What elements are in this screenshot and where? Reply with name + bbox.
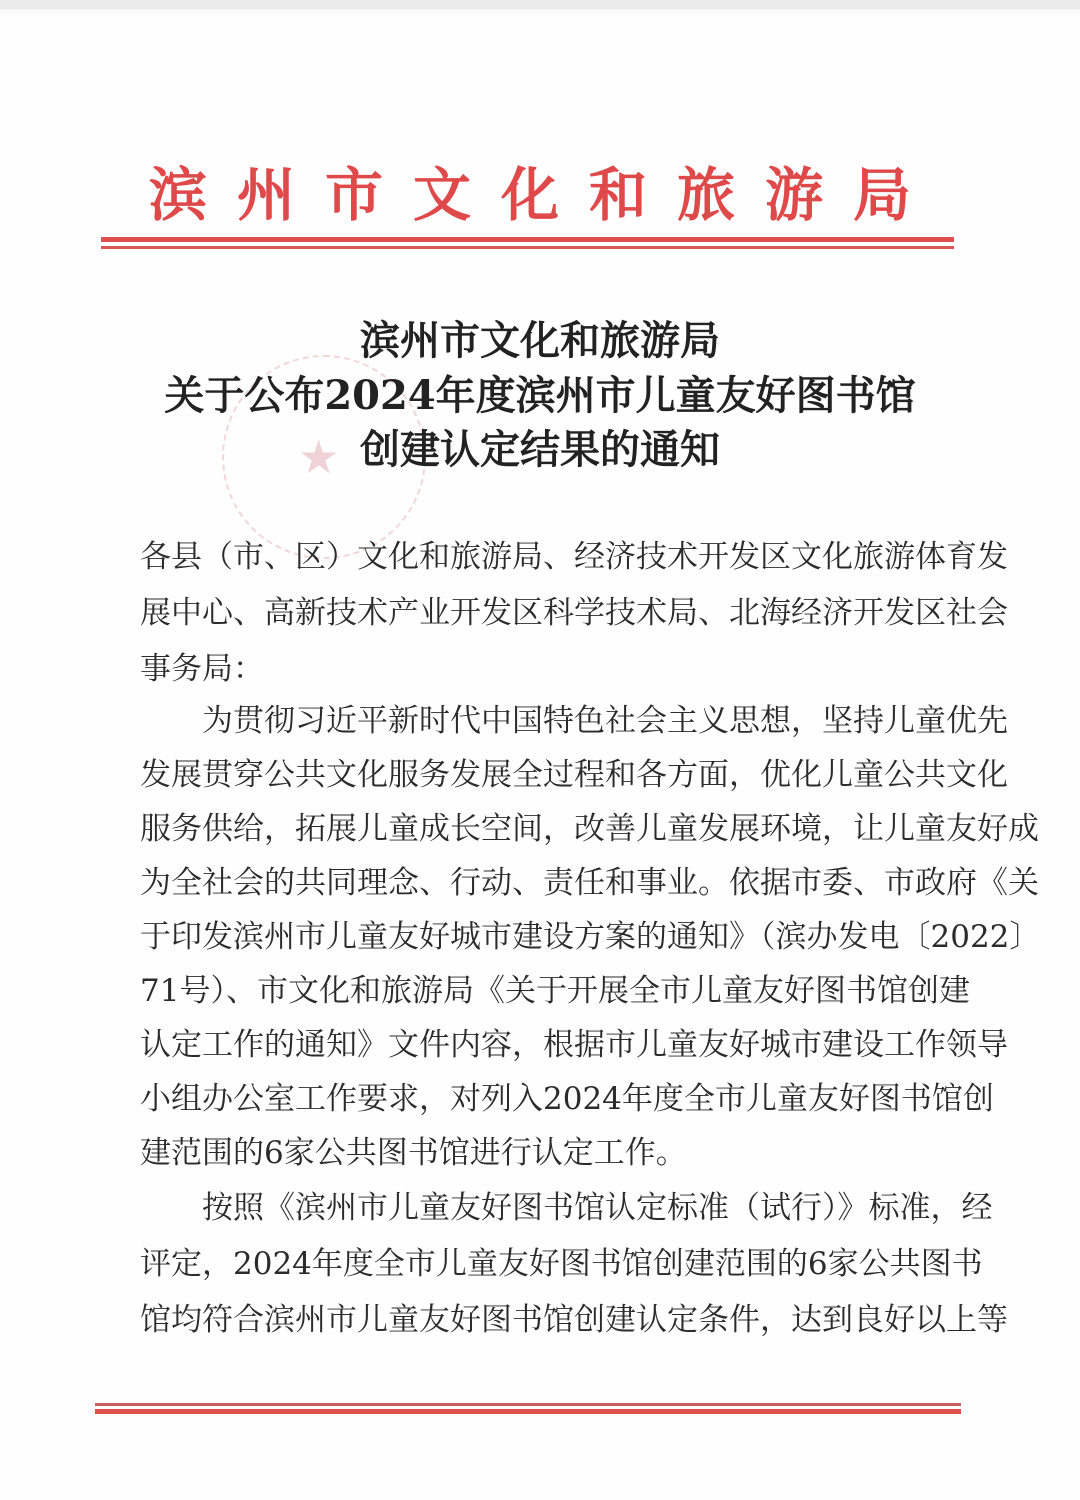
footer-divider xyxy=(95,1403,961,1417)
document-title-line-1: 滨州市文化和旅游局 xyxy=(360,317,720,364)
paragraph-line: 服务供给，拓展儿童成长空间，改善儿童发展环境，让儿童友好成 xyxy=(140,811,1039,847)
paragraph-line: 馆均符合滨州市儿童友好图书馆创建认定条件，达到良好以上等 xyxy=(140,1302,1008,1338)
recipients-line: 展中心、高新技术产业开发区科学技术局、北海经济开发区社会 xyxy=(140,595,1008,631)
paragraph-line: 建范围的6家公共图书馆进行认定工作。 xyxy=(140,1135,687,1171)
paragraph-line: 按照《滨州市儿童友好图书馆认定标准（试行）》标准，经 xyxy=(202,1190,993,1226)
document-title-line-3: 创建认定结果的通知 xyxy=(360,426,720,473)
recipients-line: 事务局： xyxy=(140,651,264,687)
paragraph-line: 为贯彻习近平新时代中国特色社会主义思想，坚持儿童优先 xyxy=(202,703,1008,739)
top-bar-shadow xyxy=(0,9,1080,15)
letterhead xyxy=(100,150,960,230)
paragraph-line: 71号）、市文化和旅游局《关于开展全市儿童友好图书馆创建 xyxy=(140,973,970,1009)
divider-thin-line xyxy=(101,246,954,249)
divider-thick-line xyxy=(95,1409,961,1414)
paragraph-line: 发展贯穿公共文化服务发展全过程和各方面，优化儿童公共文化 xyxy=(140,757,1008,793)
document-title-line-2: 关于公布2024年度滨州市儿童友好图书馆 xyxy=(164,372,916,419)
paragraph-line: 评定，2024年度全市儿童友好图书馆创建范围的6家公共图书 xyxy=(140,1246,983,1282)
paragraph-line: 小组办公室工作要求，对列入2024年度全市儿童友好图书馆创 xyxy=(140,1081,994,1117)
letterhead-organization: 滨州市文化和旅游局 xyxy=(148,161,941,229)
paragraph-line: 为全社会的共同理念、行动、责任和事业。依据市委、市政府《关 xyxy=(140,865,1039,901)
paragraph-line: 于印发滨州市儿童友好城市建设方案的通知》（滨办发电〔2022〕 xyxy=(140,919,1041,955)
seal-star-icon: ★ xyxy=(298,430,340,484)
recipients-line: 各县（市、区）文化和旅游局、经济技术开发区文化旅游体育发 xyxy=(140,539,1008,575)
letterhead-divider xyxy=(101,237,954,251)
paragraph-line: 认定工作的通知》文件内容，根据市儿童友好城市建设工作领导 xyxy=(140,1027,1008,1063)
top-bar xyxy=(0,0,1080,9)
divider-thick-line xyxy=(101,237,954,242)
divider-thin-line xyxy=(95,1403,961,1406)
